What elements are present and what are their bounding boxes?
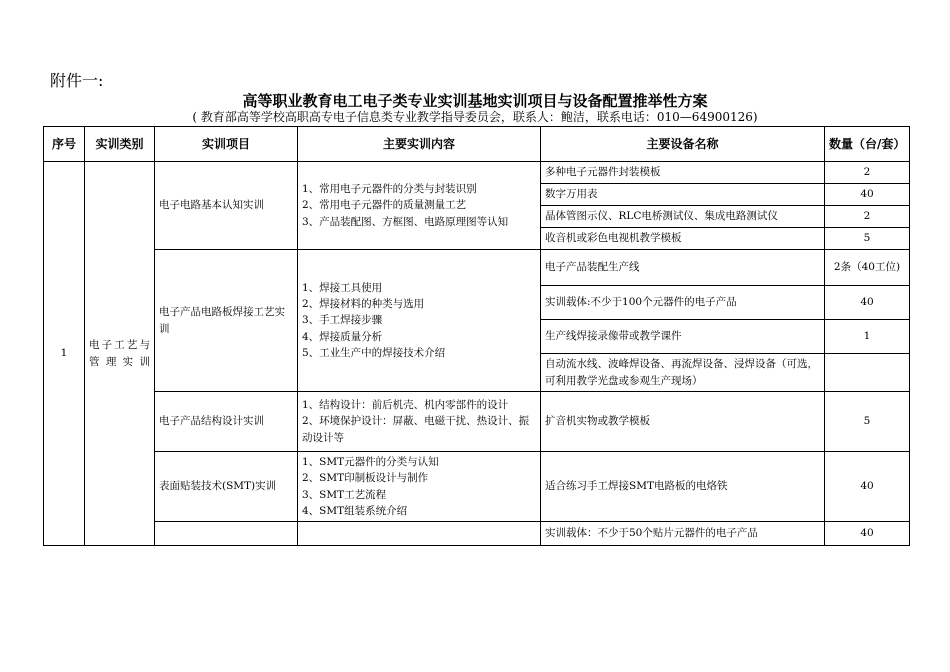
content-item: 1、SMT元器件的分类与认知	[302, 456, 439, 468]
quantity-cell: 40	[825, 184, 910, 206]
equipment-cell: 生产线焊接录像带或教学课件	[541, 320, 825, 354]
equipment-cell: 数字万用表	[541, 184, 825, 206]
col-header-quantity: 数量（台/套）	[825, 127, 910, 162]
col-header-equipment: 主要设备名称	[541, 127, 825, 162]
col-header-content: 主要实训内容	[298, 127, 541, 162]
content-cell	[298, 452, 541, 522]
content-item: 3、手工焊接步骤	[302, 314, 383, 327]
content-item: 4、SMT组装系统介绍	[302, 504, 408, 517]
document-subtitle: ( 教育部高等学校高职高专电子信息类专业教学指导委员会，联系人：鲍洁，联系电话：010—64900126)	[192, 110, 758, 124]
project-cell	[155, 522, 298, 546]
project-cell: 电子产品电路板焊接工艺实训	[155, 250, 298, 392]
col-header-project: 实训项目	[155, 127, 298, 162]
project-cell: 电子产品结构设计实训	[155, 392, 298, 452]
quantity-cell: 40	[825, 452, 910, 522]
equipment-cell: 实训载体：不少于50个贴片元器件的电子产品	[541, 522, 825, 546]
table-row	[44, 522, 910, 546]
quantity-cell: 5	[825, 392, 910, 452]
table-row	[44, 392, 910, 452]
equipment-cell: 多种电子元器件封装模板	[541, 162, 825, 184]
content-item: 2、SMT印制板设计与制作	[302, 472, 429, 485]
table-row	[44, 162, 910, 184]
content-item: 1、常用电子元器件的分类与封装识别	[302, 183, 477, 196]
equipment-cell: 适合练习手工焊接SMT电路板的电烙铁	[541, 452, 825, 522]
col-header-no: 序号	[44, 127, 85, 162]
content-item: 5、工业生产中的焊接技术介绍	[302, 346, 446, 359]
quantity-cell	[825, 354, 910, 392]
training-table	[43, 126, 910, 546]
content-cell	[298, 392, 541, 452]
training-category: 电子工艺与管理实训	[85, 162, 155, 546]
project-cell: 电子电路基本认知实训	[155, 162, 298, 250]
content-item: 4、焊接质量分析	[302, 330, 383, 343]
table-header-row	[44, 127, 910, 162]
content-item: 1、焊接工具使用	[302, 281, 383, 294]
table-row	[44, 250, 910, 286]
content-item: 2、环境保护设计：屏蔽、电磁干扰、热设计、振动设计等	[302, 415, 530, 444]
equipment-cell: 电子产品装配生产线	[541, 250, 825, 286]
equipment-cell: 实训载体:不少于100个元器件的电子产品	[541, 286, 825, 320]
quantity-cell: 2条（40工位)	[825, 250, 910, 286]
table-row	[44, 452, 910, 522]
row-number: 1	[44, 162, 85, 546]
equipment-cell: 晶体管图示仪、RLC电桥测试仪、集成电路测试仪	[541, 206, 825, 228]
document-title: 高等职业教育电工电子类专业实训基地实训项目与设备配置推举性方案	[242, 92, 708, 110]
equipment-cell: 收音机或彩色电视机教学模板	[541, 228, 825, 250]
content-item: 2、焊接材料的种类与选用	[302, 298, 425, 311]
quantity-cell: 40	[825, 286, 910, 320]
quantity-cell: 1	[825, 320, 910, 354]
content-cell	[298, 162, 541, 250]
col-header-category: 实训类别	[85, 127, 155, 162]
quantity-cell: 5	[825, 228, 910, 250]
quantity-cell: 2	[825, 162, 910, 184]
content-cell	[298, 250, 541, 392]
equipment-cell: 扩音机实物或教学模板	[541, 392, 825, 452]
content-item: 2、常用电子元器件的质量测量工艺	[302, 199, 467, 212]
quantity-cell: 2	[825, 206, 910, 228]
content-cell	[298, 522, 541, 546]
content-item: 1、结构设计：前后机壳、机内零部件的设计	[302, 399, 509, 412]
content-item: 3、产品装配图、方框图、电路原理图等认知	[302, 215, 509, 228]
annex-label: 附件一:	[50, 71, 104, 90]
equipment-cell: 自动流水线、波峰焊设备、再流焊设备、浸焊设备（可选，可利用教学光盘或参观生产现场）	[541, 354, 825, 392]
quantity-cell: 40	[825, 522, 910, 546]
project-cell: 表面贴装技术(SMT)实训	[155, 452, 298, 522]
content-item: 3、SMT工艺流程	[302, 488, 387, 501]
